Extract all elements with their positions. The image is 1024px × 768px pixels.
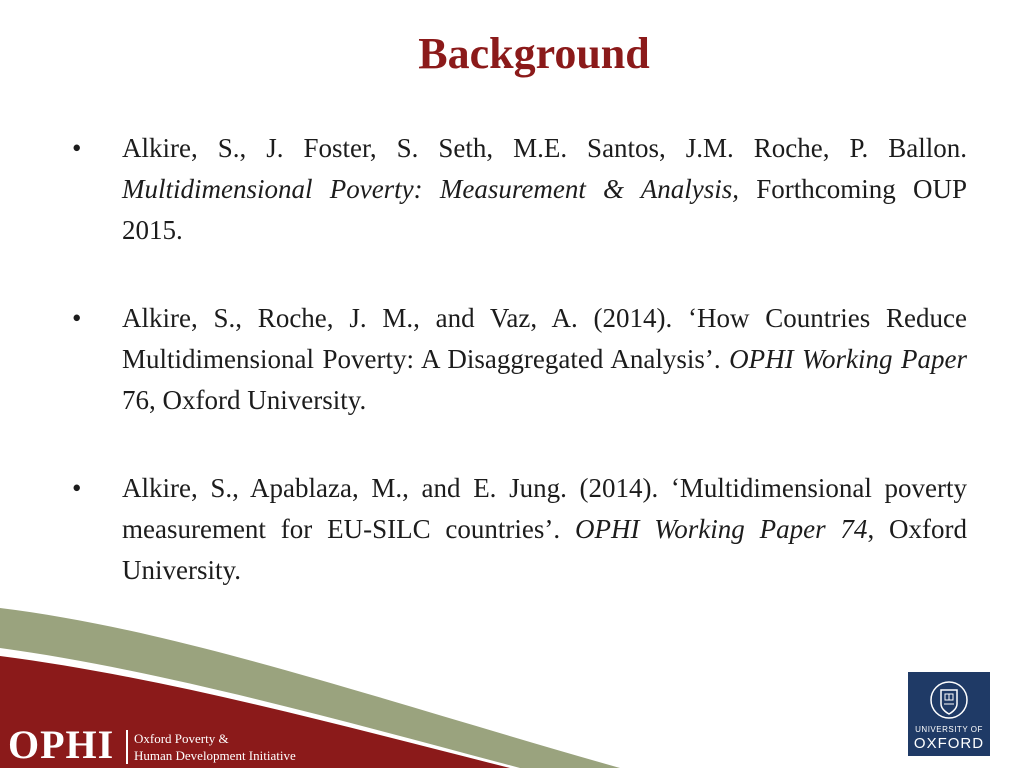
university-of-label: UNIVERSITY OF <box>915 725 983 734</box>
logo-divider <box>126 730 128 764</box>
ophi-name-line-2: Human Development Initiative <box>134 748 296 763</box>
reference-item <box>72 128 968 251</box>
ophi-logo: OPHI <box>8 722 115 767</box>
reference-publisher: Forthcoming OUP 2015. <box>122 174 968 245</box>
ophi-full-name <box>134 730 296 764</box>
bullet-icon: • <box>72 133 82 163</box>
bullet-icon: • <box>72 303 82 333</box>
ophi-name-line-1: Oxford Poverty & <box>134 731 229 746</box>
reference-publisher: , Oxford University. <box>122 514 968 585</box>
reference-work-title: OPHI Working Paper <box>729 344 967 374</box>
oxford-logo <box>908 672 990 756</box>
slide-title: Background <box>418 29 650 78</box>
reference-work-title: Multidimensional Poverty: Measurement & Analysis, <box>122 174 740 204</box>
reference-authors: Alkire, S., J. Foster, S. Seth, M.E. Santos, J.M. Roche, P. Ballon. <box>122 133 967 163</box>
oxford-label: OXFORD <box>913 735 985 752</box>
reference-authors: Alkire, S., Roche, J. M., and Vaz, A. (2014). ‘How Countries Reduce Multidimensional Poverty: A Disaggregated Analysis’. <box>122 303 967 374</box>
oxford-crest-icon <box>929 678 969 722</box>
reference-authors: Alkire, S., Apablaza, M., and E. Jung. (2014). ‘Multidimensional poverty measurement for EU-SILC countries’. <box>122 473 967 544</box>
reference-work-title: OPHI Working Paper 74 <box>574 514 868 544</box>
reference-publisher: 76, Oxford University. <box>122 385 367 415</box>
reference-item <box>72 468 968 591</box>
bullet-icon: • <box>72 473 82 503</box>
reference-item <box>72 298 967 421</box>
